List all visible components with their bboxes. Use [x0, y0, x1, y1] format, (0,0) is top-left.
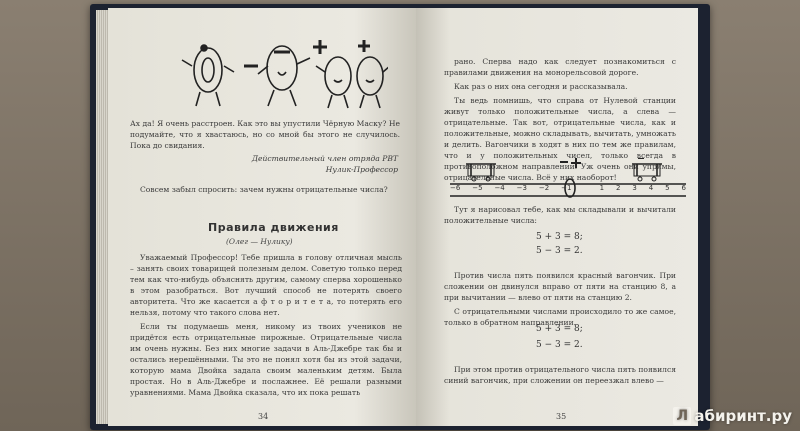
right-bottom-paragraph: При этом против отрицательного числа пять появился синий вагончик, при сложении он переезжал влево — — [444, 365, 676, 385]
tick-label: 1 — [599, 184, 605, 192]
tick-label: −4 — [494, 184, 505, 192]
right-bottom-text — [444, 364, 676, 389]
tick-label: −5 — [472, 184, 483, 192]
equation-1: 5 + 3 = 8; — [536, 232, 583, 242]
right-middle-paragraph: Против числа пять появился красный вагончик. При сложении он двинулся вправо от пяти на станцию 8, а при вычитании — влево от пяти на станцию 2. — [444, 271, 676, 302]
left-top-text: Ах да! Я очень расстроен. Как это вы упустили Чёрную Маску? Не подумайте, что я хвастаюсь, но со мной бы этого не случилось. Пока до свидания. — [130, 119, 400, 150]
tick-label: 3 — [632, 184, 637, 192]
section-title: Правила движения — [208, 221, 339, 234]
equation-2: 5 − 3 = 2. — [536, 246, 583, 256]
section-subtitle: (Олег — Нулику) — [226, 237, 293, 246]
cartoon-illustration — [178, 22, 388, 112]
signature-line-2: Нулик-Профессор — [325, 165, 398, 174]
right-paragraph: рано. Сперва надо как следует познакомиться с правилами движения на монорельсовой дороге. — [444, 57, 676, 77]
number-line-labels — [450, 184, 686, 196]
tick-label: −1 — [561, 184, 572, 192]
left-page-number: 34 — [258, 412, 269, 421]
after-line-text — [444, 204, 676, 229]
question-text: Совсем забыл спросить: зачем нужны отрицательные числа? — [140, 185, 388, 194]
labirint-logo-icon: Л — [673, 407, 691, 425]
after-line-paragraph: Тут я нарисовал тебе, как мы складывали и вычитали положительные числа: — [444, 205, 676, 225]
left-paragraph: Уважаемый Профессор! Тебе пришла в голову отличная мысль – занять своих товарищей полезным делом. Советую только перед тем как что-нибудь объяснять другим, самому сперва хорошенько в этом разобраться. Вот лучший способ не потерять своего авторитета. Что же касается а ф т о р и т е т а, то потерять его нельзя, потому что такого слова нет. — [130, 253, 402, 317]
left-paragraph: Если ты подумаешь меня, никому из твоих учеников не придётся есть отрицательные пирожные. Отрицательные числа им очень нужны. Без них многие задачи в Аль-Джебре так бы и остались нерешёнными. Ты это не понял хотя бы из этой задачи, которую мама Двойка задала своим маленьким детям. Была простая. Но в Аль-Джебре и послажнее. Её решали разными уравнениями. Мама Двойка сказала, что их пока решать — [130, 322, 402, 397]
right-middle-paragraph: С отрицательными числами происходило то же самое, только в обратном направлении. — [444, 307, 676, 327]
right-paragraph: Как раз о них она сегодня и рассказывала. — [454, 82, 628, 91]
signature-line-1: Действительный член отряда РВТ — [251, 154, 398, 163]
left-question — [130, 184, 400, 198]
left-body-text — [130, 252, 402, 410]
left-page — [108, 8, 416, 426]
tick-label: −2 — [538, 184, 550, 192]
right-page-number: 35 — [556, 412, 567, 421]
watermark-text: абиринт.ру — [694, 407, 792, 425]
right-middle-text — [444, 270, 676, 331]
tick-label: −3 — [516, 184, 527, 192]
right-paragraph: Ты ведь помнишь, что справа от Нулевой станции живут только положительные числа, а слева — отрицательные. Так вот, отрицательные числа, как и положительные, можно складывать, вычитать, умножать и делить. Вагончики в ходят в них по тем же правилам, что и у положительных чисел, только всегда в противоположном направлении. Уж очень они упрямы, отрицательные числа. Всё у них наоборот! — [444, 96, 676, 182]
equation-4: 5 − 3 = 2. — [536, 340, 583, 350]
tick-label: 6 — [681, 184, 686, 192]
labirint-watermark — [673, 407, 792, 425]
tick-label: 5 — [665, 184, 670, 192]
tick-label: 2 — [616, 184, 621, 192]
tick-label: 4 — [648, 184, 654, 192]
equation-3: 5 + 3 = 8; — [536, 324, 583, 334]
tick-label: −6 — [450, 184, 461, 192]
right-page — [416, 8, 698, 426]
